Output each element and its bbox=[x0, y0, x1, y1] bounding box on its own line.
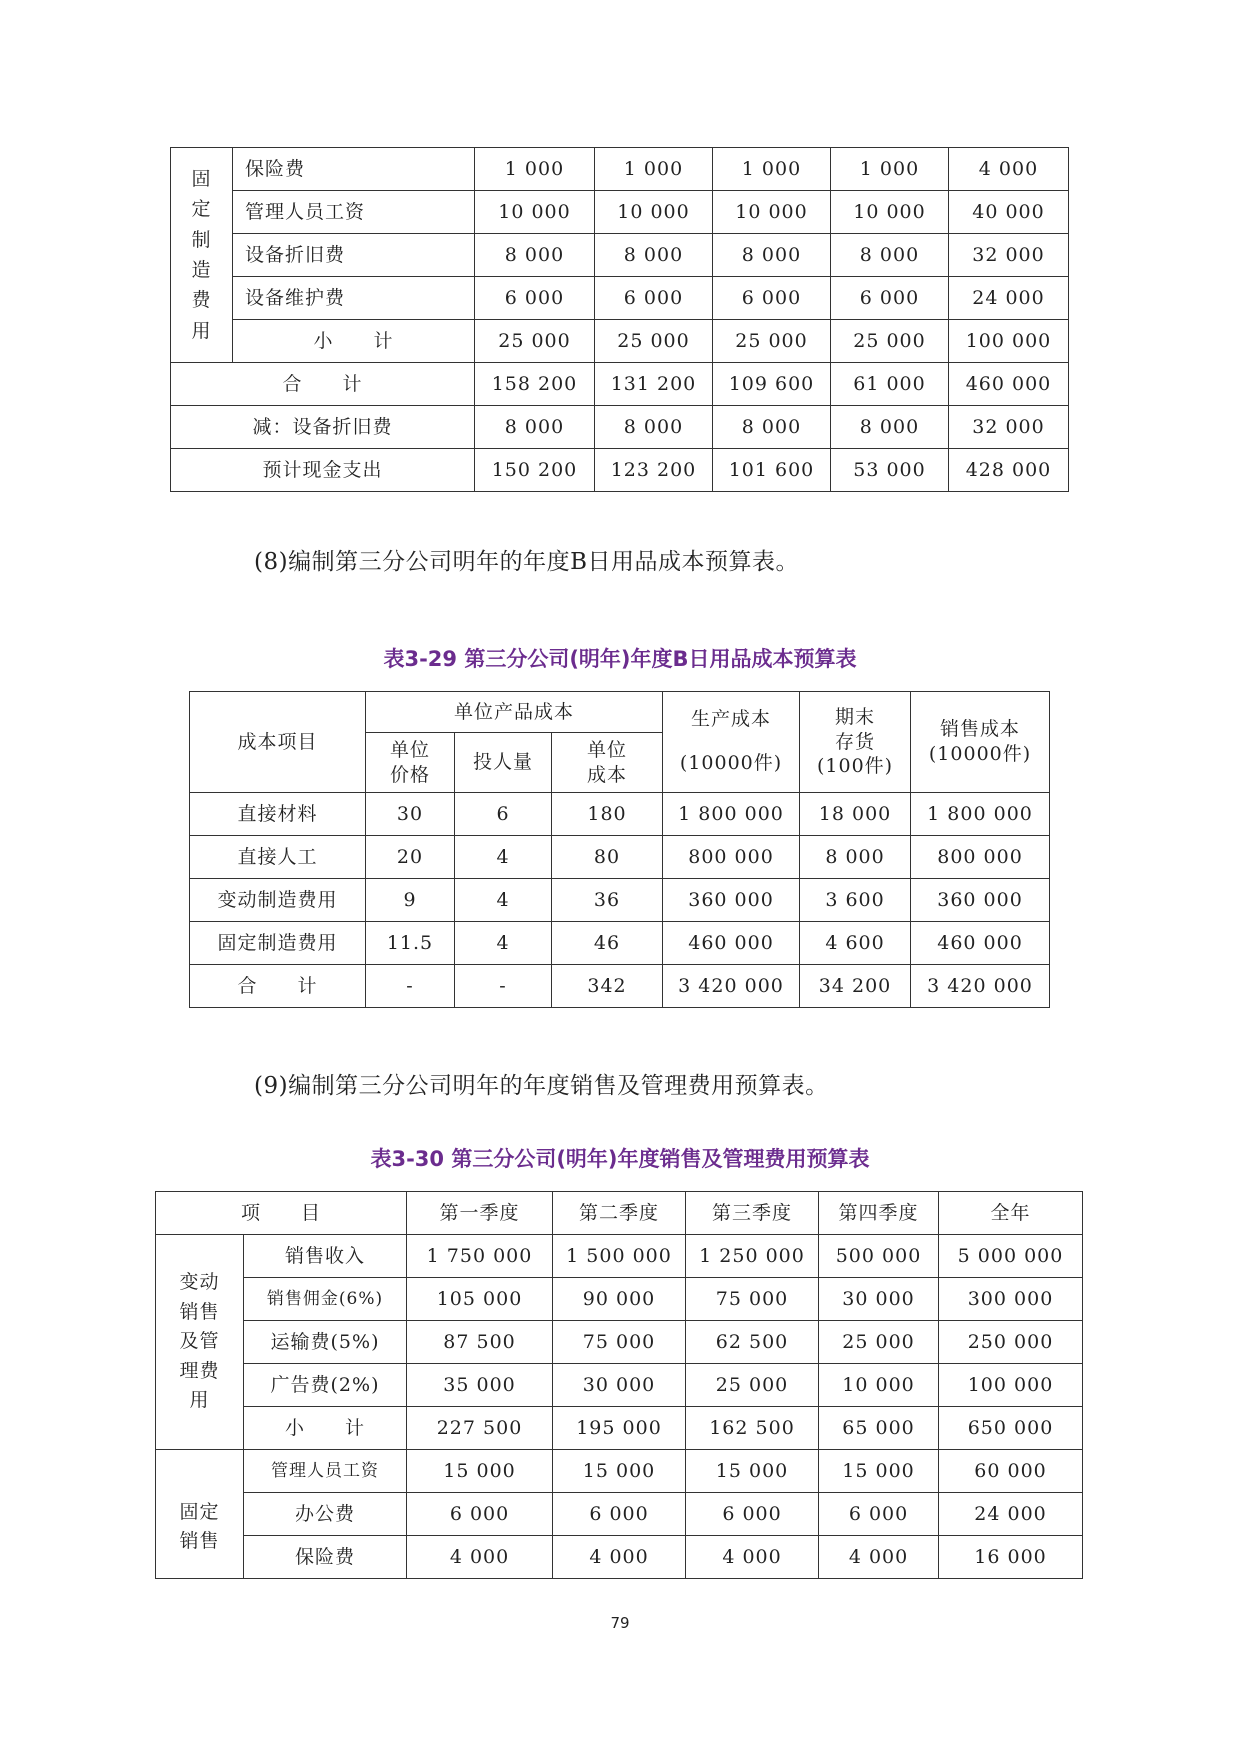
cell: 16 000 bbox=[939, 1536, 1083, 1579]
cell: 10 000 bbox=[595, 191, 713, 234]
header-input-qty: 投人量 bbox=[455, 733, 552, 793]
cell: 25 000 bbox=[686, 1364, 819, 1407]
row-label: 小 计 bbox=[233, 320, 475, 363]
header-q4: 第四季度 bbox=[819, 1192, 939, 1235]
row-label: 合 计 bbox=[190, 965, 366, 1008]
cell: 60 000 bbox=[939, 1450, 1083, 1493]
cell: 15 000 bbox=[553, 1450, 686, 1493]
cell: 8 000 bbox=[595, 406, 713, 449]
cell: 150 200 bbox=[475, 449, 595, 492]
cell: 18 000 bbox=[800, 793, 911, 836]
cell: 40 000 bbox=[949, 191, 1069, 234]
cell: 30 000 bbox=[553, 1364, 686, 1407]
cell: 650 000 bbox=[939, 1407, 1083, 1450]
cell: 8 000 bbox=[800, 836, 911, 879]
header-full-year: 全年 bbox=[939, 1192, 1083, 1235]
cell: 61 000 bbox=[831, 363, 949, 406]
cell: 360 000 bbox=[911, 879, 1050, 922]
cell: 30 000 bbox=[819, 1278, 939, 1321]
cell: 34 200 bbox=[800, 965, 911, 1008]
row-label: 预计现金支出 bbox=[171, 449, 475, 492]
page-number: 79 bbox=[610, 1614, 630, 1632]
cell: 1 000 bbox=[595, 148, 713, 191]
cell: 6 000 bbox=[475, 277, 595, 320]
cell: 53 000 bbox=[831, 449, 949, 492]
cell: 342 bbox=[552, 965, 663, 1008]
cell: 8 000 bbox=[713, 234, 831, 277]
cell: 15 000 bbox=[407, 1450, 553, 1493]
row-label: 销售收入 bbox=[244, 1235, 407, 1278]
cell: 46 bbox=[552, 922, 663, 965]
cell: - bbox=[455, 965, 552, 1008]
cell: 87 500 bbox=[407, 1321, 553, 1364]
cell: 195 000 bbox=[553, 1407, 686, 1450]
cell: 8 000 bbox=[831, 234, 949, 277]
cell: 6 bbox=[455, 793, 552, 836]
paragraph-8: (8)编制第三分公司明年的年度B日用品成本预算表。 bbox=[254, 549, 799, 575]
cell: 6 000 bbox=[713, 277, 831, 320]
cell: 8 000 bbox=[475, 406, 595, 449]
cell: 10 000 bbox=[819, 1364, 939, 1407]
cell: 460 000 bbox=[663, 922, 800, 965]
row-label: 管理人员工资 bbox=[233, 191, 475, 234]
cell: 20 bbox=[366, 836, 455, 879]
cell: 428 000 bbox=[949, 449, 1069, 492]
cell: 75 000 bbox=[553, 1321, 686, 1364]
cell: 109 600 bbox=[713, 363, 831, 406]
cell: 6 000 bbox=[407, 1493, 553, 1536]
cell: 4 bbox=[455, 836, 552, 879]
cell: 123 200 bbox=[595, 449, 713, 492]
header-q2: 第二季度 bbox=[553, 1192, 686, 1235]
row-label: 直接材料 bbox=[190, 793, 366, 836]
cell: 4 000 bbox=[553, 1536, 686, 1579]
cell: 90 000 bbox=[553, 1278, 686, 1321]
cell: 101 600 bbox=[713, 449, 831, 492]
cell: 800 000 bbox=[911, 836, 1050, 879]
row-label: 销售佣金(6%) bbox=[244, 1278, 407, 1321]
cell: 65 000 bbox=[819, 1407, 939, 1450]
header-item: 项 目 bbox=[156, 1192, 407, 1235]
row-label: 办公费 bbox=[244, 1493, 407, 1536]
header-unit-cost-group: 单位产品成本 bbox=[366, 692, 663, 733]
row-label: 变动制造费用 bbox=[190, 879, 366, 922]
cell: 4 600 bbox=[800, 922, 911, 965]
cell: 4 000 bbox=[819, 1536, 939, 1579]
cell: 11.5 bbox=[366, 922, 455, 965]
cell: 4 bbox=[455, 879, 552, 922]
cell: 131 200 bbox=[595, 363, 713, 406]
row-label: 减：设备折旧费 bbox=[171, 406, 475, 449]
cell: 8 000 bbox=[475, 234, 595, 277]
cell: 250 000 bbox=[939, 1321, 1083, 1364]
cell: 1 800 000 bbox=[911, 793, 1050, 836]
cell: 32 000 bbox=[949, 234, 1069, 277]
cell: 180 bbox=[552, 793, 663, 836]
cell: 30 bbox=[366, 793, 455, 836]
product-cost-table bbox=[189, 691, 1050, 1008]
paragraph-9: (9)编制第三分公司明年的年度销售及管理费用预算表。 bbox=[254, 1073, 829, 1099]
cell: 360 000 bbox=[663, 879, 800, 922]
cell: 35 000 bbox=[407, 1364, 553, 1407]
cell: 4 000 bbox=[407, 1536, 553, 1579]
cell: 10 000 bbox=[831, 191, 949, 234]
cell: 500 000 bbox=[819, 1235, 939, 1278]
cell: 3 420 000 bbox=[663, 965, 800, 1008]
fixed-expense-group-label: 固定 销售 bbox=[156, 1450, 244, 1579]
header-cost-item: 成本项目 bbox=[190, 692, 366, 793]
cell: 25 000 bbox=[475, 320, 595, 363]
variable-expense-group-label: 变动 销售 及管 理费 用 bbox=[156, 1235, 244, 1450]
header-q1: 第一季度 bbox=[407, 1192, 553, 1235]
row-label: 合 计 bbox=[171, 363, 475, 406]
cell: 460 000 bbox=[949, 363, 1069, 406]
selling-admin-expense-table bbox=[155, 1191, 1083, 1579]
row-label: 运输费(5%) bbox=[244, 1321, 407, 1364]
cell: 10 000 bbox=[713, 191, 831, 234]
cell: 8 000 bbox=[595, 234, 713, 277]
cell: 300 000 bbox=[939, 1278, 1083, 1321]
cell: 100 000 bbox=[939, 1364, 1083, 1407]
cell: 3 600 bbox=[800, 879, 911, 922]
cell: 1 000 bbox=[713, 148, 831, 191]
row-label: 保险费 bbox=[244, 1536, 407, 1579]
header-unit-cost: 单位 成本 bbox=[552, 733, 663, 793]
cell: 24 000 bbox=[949, 277, 1069, 320]
row-label: 设备折旧费 bbox=[233, 234, 475, 277]
fixed-overhead-table bbox=[170, 147, 1069, 492]
header-sales-cost: 销售成本 (10000件) bbox=[911, 692, 1050, 793]
cell: 1 000 bbox=[475, 148, 595, 191]
cell: 6 000 bbox=[686, 1493, 819, 1536]
table-30-caption: 表3-30 第三分公司(明年)年度销售及管理费用预算表 bbox=[370, 1147, 870, 1171]
cell: 1 750 000 bbox=[407, 1235, 553, 1278]
cell: 105 000 bbox=[407, 1278, 553, 1321]
header-q3: 第三季度 bbox=[686, 1192, 819, 1235]
cell: 1 800 000 bbox=[663, 793, 800, 836]
row-label: 直接人工 bbox=[190, 836, 366, 879]
cell: 1 000 bbox=[831, 148, 949, 191]
cell: 1 250 000 bbox=[686, 1235, 819, 1278]
cell: 62 500 bbox=[686, 1321, 819, 1364]
cell: 75 000 bbox=[686, 1278, 819, 1321]
fixed-overhead-group-label: 固 定 制 造 费 用 bbox=[171, 148, 233, 363]
cell: 6 000 bbox=[553, 1493, 686, 1536]
cell: 6 000 bbox=[831, 277, 949, 320]
cell: 24 000 bbox=[939, 1493, 1083, 1536]
cell: 15 000 bbox=[819, 1450, 939, 1493]
cell: 460 000 bbox=[911, 922, 1050, 965]
cell: 32 000 bbox=[949, 406, 1069, 449]
cell: 6 000 bbox=[819, 1493, 939, 1536]
cell: 4 bbox=[455, 922, 552, 965]
cell: 1 500 000 bbox=[553, 1235, 686, 1278]
cell: 800 000 bbox=[663, 836, 800, 879]
cell: 25 000 bbox=[595, 320, 713, 363]
cell: - bbox=[366, 965, 455, 1008]
header-unit-price: 单位 价格 bbox=[366, 733, 455, 793]
row-label: 管理人员工资 bbox=[244, 1450, 407, 1493]
cell: 15 000 bbox=[686, 1450, 819, 1493]
cell: 4 000 bbox=[949, 148, 1069, 191]
row-label: 设备维护费 bbox=[233, 277, 475, 320]
header-ending-inventory: 期末 存货 (100件) bbox=[800, 692, 911, 793]
cell: 10 000 bbox=[475, 191, 595, 234]
cell: 227 500 bbox=[407, 1407, 553, 1450]
row-label: 小 计 bbox=[244, 1407, 407, 1450]
cell: 25 000 bbox=[831, 320, 949, 363]
header-production-cost: 生产成本 (10000件) bbox=[663, 692, 800, 793]
cell: 25 000 bbox=[819, 1321, 939, 1364]
cell: 4 000 bbox=[686, 1536, 819, 1579]
table-29-caption: 表3-29 第三分公司(明年)年度B日用品成本预算表 bbox=[383, 647, 857, 671]
cell: 162 500 bbox=[686, 1407, 819, 1450]
cell: 6 000 bbox=[595, 277, 713, 320]
cell: 5 000 000 bbox=[939, 1235, 1083, 1278]
row-label: 保险费 bbox=[233, 148, 475, 191]
cell: 158 200 bbox=[475, 363, 595, 406]
cell: 8 000 bbox=[713, 406, 831, 449]
cell: 80 bbox=[552, 836, 663, 879]
cell: 9 bbox=[366, 879, 455, 922]
cell: 100 000 bbox=[949, 320, 1069, 363]
cell: 36 bbox=[552, 879, 663, 922]
cell: 8 000 bbox=[831, 406, 949, 449]
row-label: 广告费(2%) bbox=[244, 1364, 407, 1407]
cell: 25 000 bbox=[713, 320, 831, 363]
row-label: 固定制造费用 bbox=[190, 922, 366, 965]
cell: 3 420 000 bbox=[911, 965, 1050, 1008]
